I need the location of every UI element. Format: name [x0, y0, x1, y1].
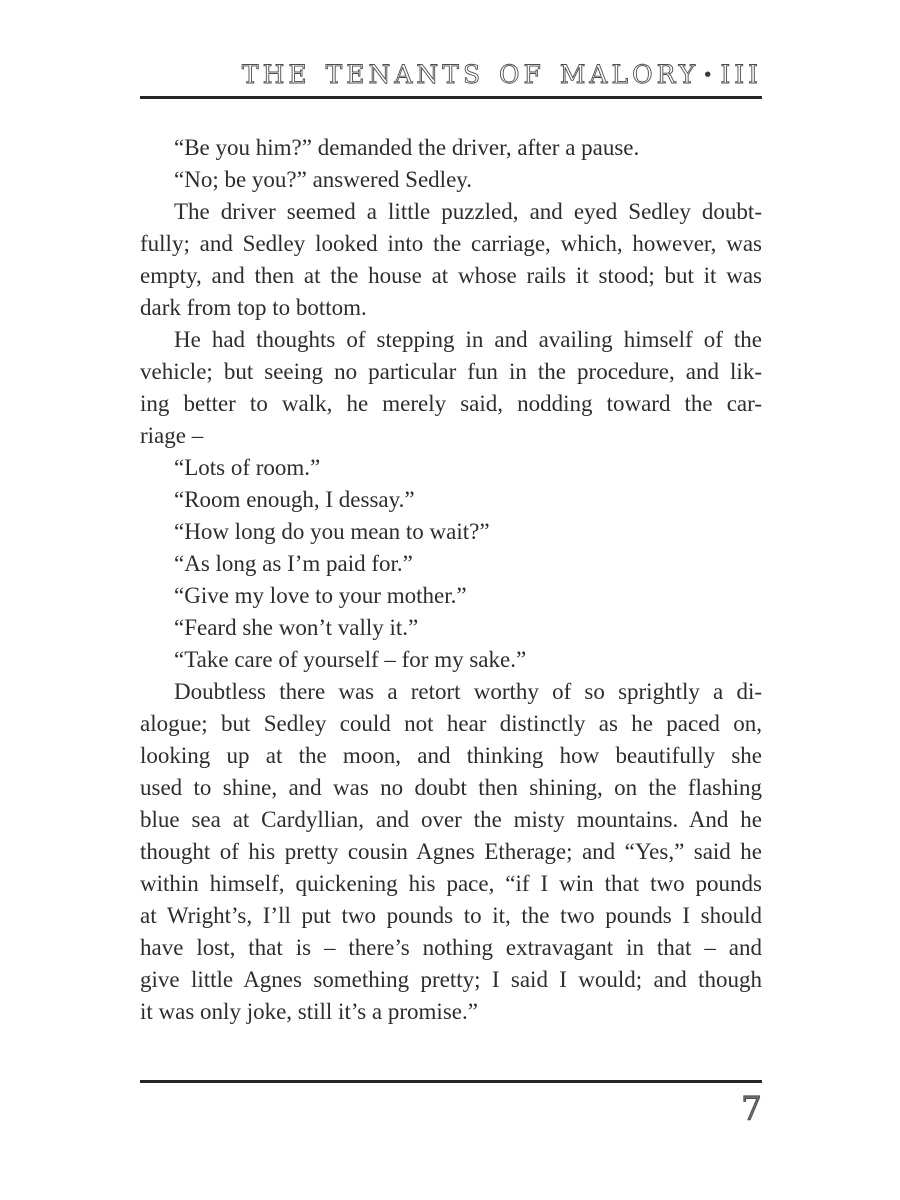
running-header-title: THE TENANTS OF MALORY — [241, 60, 700, 89]
text-line: “As long as I’m paid for.” — [174, 551, 413, 576]
text-line: have lost, that is – there’s nothing extravagant in that – and — [140, 935, 762, 960]
text-line: “How long do you mean to wait?” — [174, 519, 490, 544]
text-line: alogue; but Sedley could not hear distinctly as he paced on, — [140, 711, 762, 736]
text-line: blue sea at Cardyllian, and over the misty mountains. And he — [140, 807, 762, 832]
text-line: it was only joke, still it’s a promise.” — [140, 999, 478, 1024]
text-line: vehicle; but seeing no particular fun in the procedure, and lik- — [140, 359, 762, 384]
text-line: “Take care of yourself – for my sake.” — [174, 647, 527, 672]
text-line: give little Agnes something pretty; I said I would; and though — [140, 967, 762, 992]
text-line: “No; be you?” answered Sedley. — [174, 167, 473, 192]
text-line: “Feard she won’t vally it.” — [174, 615, 419, 640]
text-line: ing better to walk, he merely said, nodding toward the car- — [140, 391, 762, 416]
text-line: “Lots of room.” — [174, 455, 321, 480]
text-line: riage – — [140, 423, 204, 448]
page-content — [140, 0, 762, 1028]
header-bullet-icon: • — [702, 64, 714, 86]
text-line: He had thoughts of stepping in and availing himself of the — [174, 327, 762, 352]
text-line: “Give my love to your mother.” — [174, 583, 467, 608]
running-header — [140, 0, 762, 90]
text-line: fully; and Sedley looked into the carriage, which, however, was — [140, 231, 762, 256]
text-line: The driver seemed a little puzzled, and eyed Sedley doubt- — [174, 199, 762, 224]
text-line: “Room enough, I dessay.” — [174, 487, 415, 512]
text-line: within himself, quickening his pace, “if I win that two pounds — [140, 871, 762, 896]
text-line: empty, and then at the house at whose rails it stood; but it was — [140, 263, 762, 288]
page-body-text — [140, 99, 762, 1028]
page-number: 7 — [741, 1089, 762, 1128]
running-header-chapter: III — [720, 60, 762, 89]
text-line: at Wright’s, I’ll put two pounds to it, the two pounds I should — [140, 903, 762, 928]
footer-rule — [140, 1080, 762, 1083]
text-line: Doubtless there was a retort worthy of so sprightly a di- — [174, 679, 762, 704]
text-line: used to shine, and was no doubt then shining, on the flashing — [140, 775, 762, 800]
text-line: dark from top to bottom. — [140, 295, 367, 320]
text-line: looking up at the moon, and thinking how beautifully she — [140, 743, 762, 768]
text-line: “Be you him?” demanded the driver, after a pause. — [174, 135, 640, 160]
page-footer — [140, 1080, 762, 1128]
text-line: thought of his pretty cousin Agnes Etherage; and “Yes,” said he — [140, 839, 762, 864]
